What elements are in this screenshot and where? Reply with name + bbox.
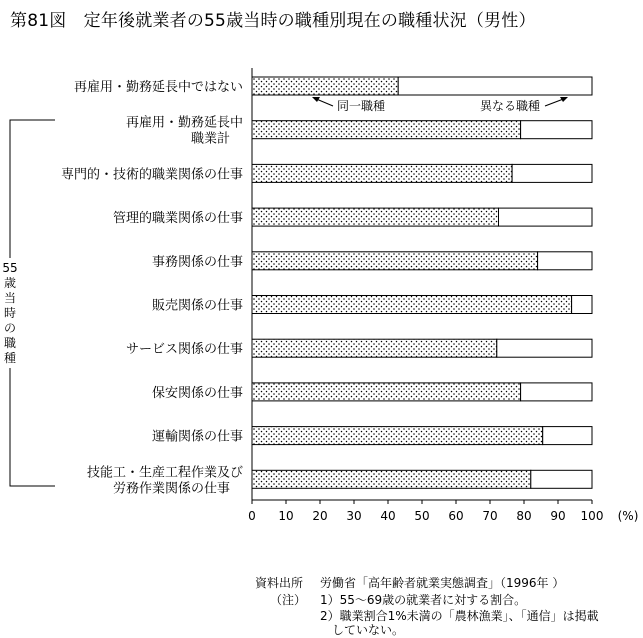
category-label-0: 再雇用・勤務延長中ではない xyxy=(73,80,243,95)
note-line-2: 2）職業割合1%未満の「農林漁業」、「通信」は掲載 xyxy=(320,609,599,623)
bar-different-8 xyxy=(543,427,592,445)
chart-title: 第81図 定年後就業者の55歳当時の職種別現在の職種状況（男性） xyxy=(10,11,536,31)
bar-same-2 xyxy=(252,164,512,182)
group-label-char-2: 当 xyxy=(3,291,17,305)
category-label-1-line2: 職業計 xyxy=(190,131,230,147)
bar-different-4 xyxy=(538,252,592,270)
category-label-9-line2: 労務作業関係の仕事 xyxy=(112,481,230,497)
x-tick-label-9: 90 xyxy=(550,509,566,523)
bar-same-5 xyxy=(252,296,572,314)
bar-different-9 xyxy=(531,470,592,488)
x-tick-label-7: 70 xyxy=(482,509,498,523)
note-line-3: していない。 xyxy=(320,623,405,637)
bar-different-2 xyxy=(512,164,592,182)
group-label-char-0: 55 xyxy=(2,261,18,275)
x-tick-label-0: 0 xyxy=(248,509,256,523)
bar-same-7 xyxy=(252,383,521,401)
bar-same-0 xyxy=(252,77,398,95)
x-tick-label-5: 50 xyxy=(414,509,430,523)
category-labels xyxy=(61,79,243,496)
bar-different-0 xyxy=(398,77,592,95)
category-group xyxy=(2,120,55,486)
x-tick-label-10: 100 xyxy=(580,509,604,523)
bar-same-9 xyxy=(252,470,531,488)
bar-same-3 xyxy=(252,208,499,226)
category-label-7: 保安関係の仕事 xyxy=(151,385,243,401)
x-unit-label: (%) xyxy=(617,509,639,523)
category-label-2: 専門的・技術的職業関係の仕事 xyxy=(60,167,243,183)
x-tick-label-1: 10 xyxy=(278,509,294,523)
category-label-3: 管理的職業関係の仕事 xyxy=(112,211,243,227)
source-label: 資料出所 xyxy=(255,576,304,590)
group-label-char-5: 職 xyxy=(3,336,17,350)
x-tick-label-6: 60 xyxy=(448,509,464,523)
x-tick-label-3: 30 xyxy=(346,509,362,523)
group-label-char-1: 歳 xyxy=(3,276,17,290)
bars xyxy=(252,77,592,488)
x-tick-label-2: 20 xyxy=(312,509,328,523)
source-text: 労働省「高年齢者就業実態調査」（1996年 ） xyxy=(320,576,565,590)
note-line-1: 1）55～69歳の就業者に対する割合。 xyxy=(320,593,527,607)
bar-same-8 xyxy=(252,427,543,445)
annotation-same: 同一職種 xyxy=(337,99,386,113)
annotations xyxy=(312,97,568,113)
category-label-4: 事務関係の仕事 xyxy=(151,254,243,270)
group-label-char-4: の xyxy=(3,321,17,335)
bar-different-1 xyxy=(521,121,592,139)
category-label-9-line1: 技能工・生産工程作業及び xyxy=(86,465,243,481)
category-label-1-line1: 再雇用・勤務延長中 xyxy=(125,115,243,131)
x-tick-label-4: 40 xyxy=(380,509,396,523)
category-label-5: 販売関係の仕事 xyxy=(151,298,243,314)
category-label-8: 運輸関係の仕事 xyxy=(151,429,243,445)
group-label-char-3: 時 xyxy=(3,306,17,320)
bar-same-6 xyxy=(252,339,497,357)
annotation-different: 異なる職種 xyxy=(479,99,540,113)
x-tick-label-8: 80 xyxy=(516,509,532,523)
category-label-6: サービス関係の仕事 xyxy=(125,342,243,358)
group-label-char-6: 種 xyxy=(3,351,17,365)
bar-different-3 xyxy=(499,208,593,226)
note-label: （注） xyxy=(270,593,307,607)
bar-same-1 xyxy=(252,121,521,139)
bar-different-6 xyxy=(497,339,592,357)
bar-different-7 xyxy=(521,383,592,401)
bar-different-5 xyxy=(572,296,592,314)
bar-same-4 xyxy=(252,252,538,270)
